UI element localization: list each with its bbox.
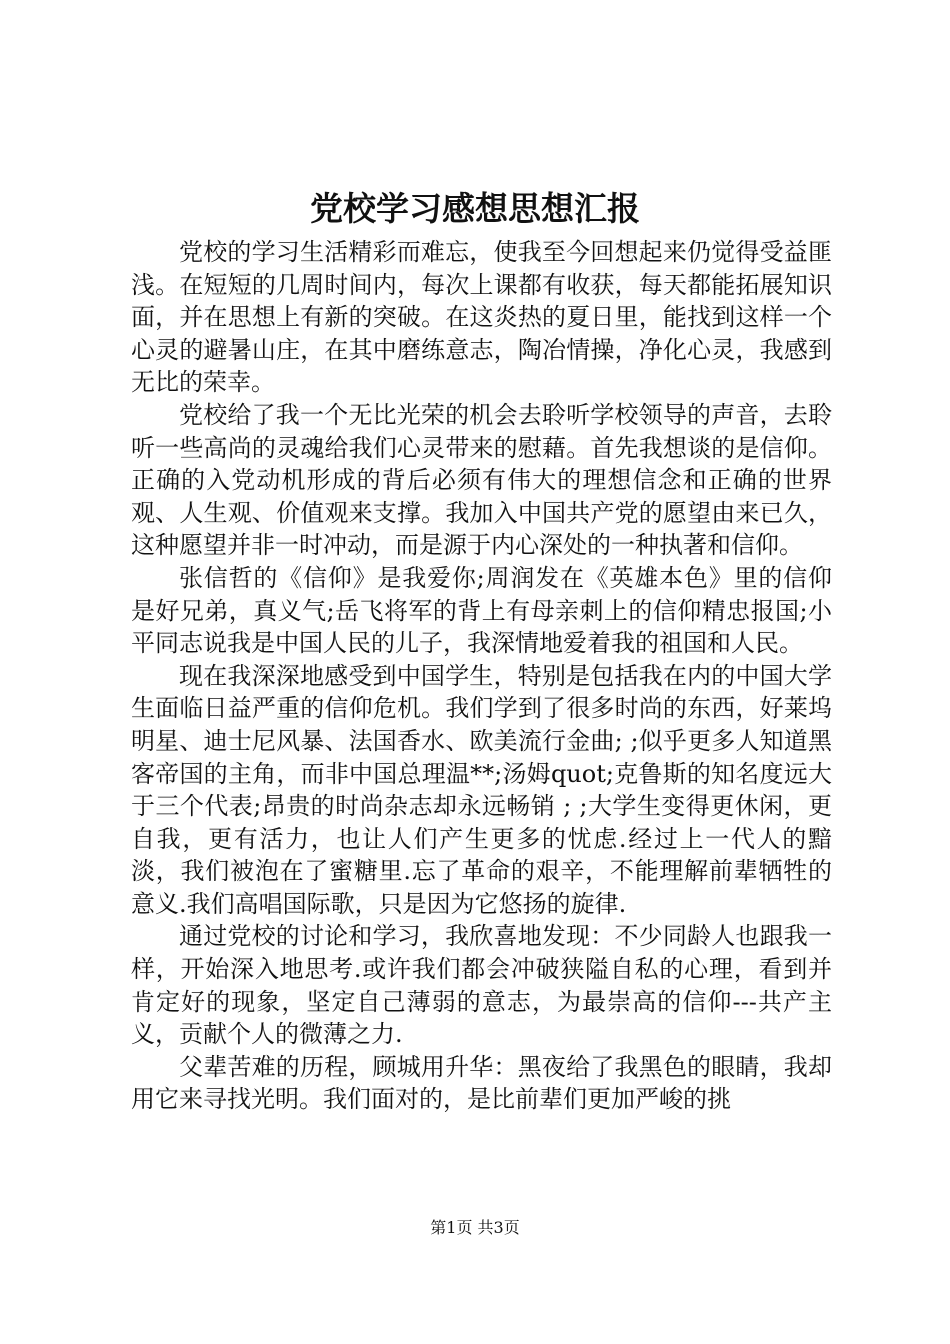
paragraph-5: 通过党校的讨论和学习，我欣喜地发现：不少同龄人也跟我一样，开始深入地思考.或许我们都会冲破狭隘自私的心理，看到并肯定好的现象，坚定自己薄弱的意志，为最崇高的信仰---共产主义，贡献个人的微薄之力. bbox=[131, 922, 832, 1049]
paragraph-1: 党校的学习生活精彩而难忘，使我至今回想起来仍觉得受益匪浅。在短短的几周时间内，每次上课都有收获，每天都能拓展知识面，并在思想上有新的突破。在这炎热的夏日里，能找到这样一个心灵的避暑山庄，在其中磨练意志，陶冶情操，净化心灵，我感到无比的荣幸。 bbox=[131, 238, 832, 397]
paragraph-3: 张信哲的《信仰》是我爱你;周润发在《英雄本色》里的信仰是好兄弟，真义气;岳飞将军的背上有母亲刺上的信仰精忠报国;小平同志说我是中国人民的儿子，我深情地爱着我的祖国和人民。 bbox=[131, 563, 832, 658]
document-body bbox=[131, 236, 832, 1116]
document-title: 党校学习感想思想汇报 bbox=[310, 189, 640, 228]
paragraph-6: 父辈苦难的历程，顾城用升华：黑夜给了我黑色的眼睛，我却用它来寻找光明。我们面对的，是比前辈们更加严峻的挑 bbox=[131, 1052, 832, 1114]
paragraph-2: 党校给了我一个无比光荣的机会去聆听学校领导的声音，去聆听一些高尚的灵魂给我们心灵带来的慰藉。首先我想谈的是信仰。正确的入党动机形成的背后必须有伟大的理想信念和正确的世界观、人生观、价值观来支撑。我加入中国共产党的愿望由来已久，这种愿望并非一时冲动，而是源于内心深处的一种执著和信仰。 bbox=[131, 400, 832, 560]
paragraph-4: 现在我深深地感受到中国学生，特别是包括我在内的中国大学生面临日益严重的信仰危机。我们学到了很多时尚的东西，好莱坞明星、迪士尼风暴、法国香水、欧美流行金曲; ;似乎更多人知道黑客帝国的主角，而非中国总理温**;汤姆quot;克鲁斯的知名度远大于三个代表;昂贵的时尚杂志却永远畅销 ; ;大学生变得更休闲，更自我，更有活力，也让人们产生更多的忧虑.经过上一代人的黯淡，我们被泡在了蜜糖里.忘了革命的艰辛，不能理解前辈牺牲的意义.我们高唱国际歌，只是因为它悠扬的旋律. bbox=[131, 661, 832, 918]
page-footer: 第1页 共3页 bbox=[430, 1218, 520, 1237]
